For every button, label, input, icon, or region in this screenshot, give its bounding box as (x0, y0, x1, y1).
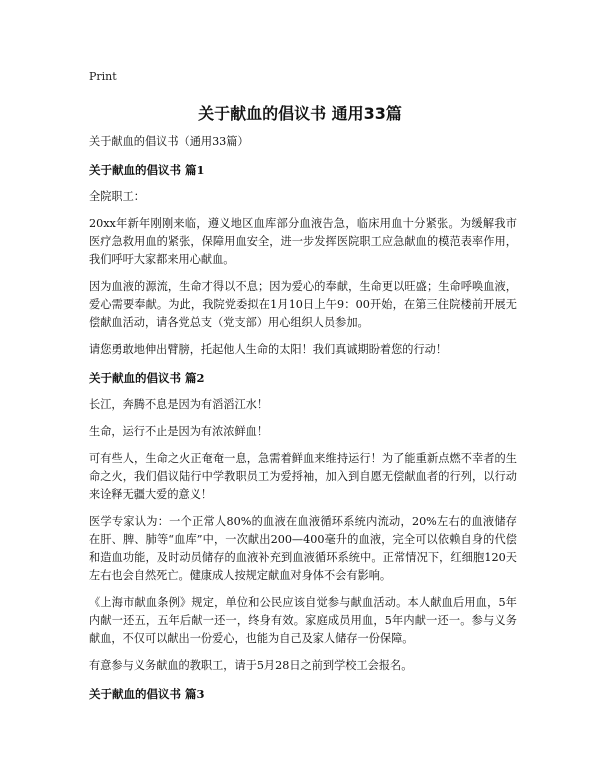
paragraph: 有意参与义务献血的教职工，请于5月28日之前到学校工会报名。 (89, 659, 413, 672)
paragraph: 20xx年新年刚刚来临，遵义地区血库部分血液告急，临床用血十分紧张。为缓解我市医疗急救用血的紧张，保障用血安全，进一步发挥医院职工应急献血的模范表率作用，我们呼吁大家都来用心献血。 (89, 217, 517, 266)
paragraph: 全院职工： (89, 190, 145, 203)
paragraph: 医学专家认为：一个正常人80%的血液在血液循环系统内流动，20%左右的血液储存在肝、脾、肺等“血库”中，一次献出200—400毫升的血液，完全可以依赖自身的代偿和造血功能，及时动员储存的血液补充到血液循环系统中。正常情况下，红细胞120天左右也会自然死亡。健康成人按规定献血对身体不会有影响。 (89, 515, 517, 582)
paragraph: 因为血液的源流，生命才得以不息；因为爱心的奉献，生命更以旺盛；生命呼唤血液，爱心需要奉献。为此，我院党委拟在1月10日上午9：00开始，在第三住院楼前开展无偿献血活动，请各党总支（党支部）用心组织人员参加。 (89, 280, 517, 329)
paragraph: 《上海市献血条例》规定，单位和公民应该自觉参与献血活动。本人献血后用血，5年内献一还五，五年后献一还一，终身有效。家庭成员用血，5年内献一还一。参与义务献血，不仅可以献出一份爱心，也能为自己及家人储存一份保障。 (89, 596, 517, 645)
paragraph: 可有些人，生命之火正奄奄一息，急需着鲜血来维持运行！为了能重新点燃不幸者的生命之火，我们倡议陆行中学教职员工为爱捋袖，加入到自愿无偿献血者的行列，以行动来诠释无疆大爱的意义！ (89, 452, 517, 501)
document-body (89, 133, 517, 712)
paragraph: 请您勇敢地伸出臂膀，托起他人生命的太阳！我们真诚期盼着您的行动！ (89, 343, 448, 356)
page-title: 关于献血的倡议书 通用33篇 (198, 104, 402, 123)
paragraph: 生命，运行不止是因为有浓浓鲜血！ (89, 425, 269, 438)
print-label: Print (89, 70, 117, 83)
paragraph: 长江，奔腾不息是因为有滔滔江水！ (89, 398, 269, 411)
section-heading: 关于献血的倡议书 篇3 (89, 687, 205, 701)
section-heading: 关于献血的倡议书 篇1 (89, 163, 205, 177)
section-heading: 关于献血的倡议书 篇2 (89, 371, 205, 385)
document-subtitle: 关于献血的倡议书（通用33篇） (89, 135, 249, 148)
